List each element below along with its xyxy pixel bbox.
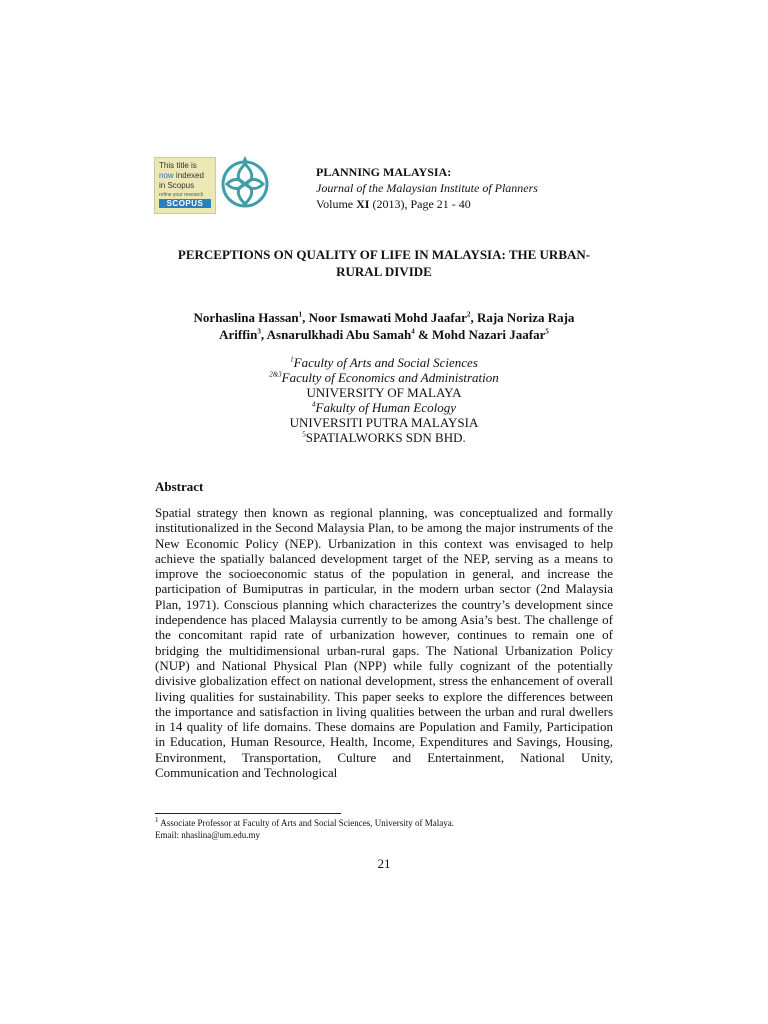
scopus-badge-logo: This title is now indexed in Scopus refine your research SCOPUS xyxy=(154,157,216,214)
page-number: 21 xyxy=(377,856,391,871)
footnote-divider xyxy=(155,813,341,814)
journal-name: PLANNING MALAYSIA: xyxy=(316,165,452,179)
affiliations: $^1$Faculty of Arts and Social Sciences $^{2\&3}$Faculty of Economics and Administration UNIVERSITY OF MALAYA $^4$Fakulty of Human Ecology UNIVERSITI PUTRA MALAYSIA $^5$SPATIALWORKS SDN BHD. xyxy=(269,355,499,445)
footnote: $^1$ Associate Professor at Faculty of Arts and Social Sciences, University of Malaya. Email: nhaslina@um.edu.my xyxy=(155,816,454,840)
abstract-heading: Abstract xyxy=(155,479,204,494)
author-list: Norhaslina Hassan$^1$, Noor Ismawati Mohd Jaafar$^2$, Raja Noriza Raja Ariffin$^3$, Asnarulkhadi Abu Samah$^4$ & Mohd Nazari Jaafar$^5$ xyxy=(193,310,575,342)
institute-logo-icon xyxy=(218,153,272,213)
paper-title: PERCEPTIONS ON QUALITY OF LIFE IN MALAYSIA: THE URBAN- RURAL DIVIDE xyxy=(177,247,591,279)
journal-info xyxy=(316,164,538,212)
abstract-body: Spatial strategy then known as regional planning, was conceptualized and formally institutionalized in the Second Malaysia Plan, to be among the major instruments of the New Economic Policy (NEP). Urbanization in this context was envisaged to help achieve the spatially balanced development target of the NEP, serving as a means to improve the socioeconomic status of the population in general, and increase the participation of Bumiputras in particular, in the modern urban sector (2nd Malaysia Plan, 1971). Conscious planning which characterizes the country’s development since independence has placed Malaysia currently to be among Asia’s best. The challenge of the concomitant rapid rate of urbanization however, continues to remain one of bridging the multidimensional urban-rural gaps. The National Urbanization Policy (NUP) and National Physical Plan (NPP) while fully cognizant of the potentially divisive globalization effect on national development, stress the enhancement of overall living qualities for sustainability. This paper seeks to explore the differences between the importance and satisfaction in living qualities between the urban and rural dwellers in 14 quality of life domains. These domains are Population and Family, Participation in Education, Human Resource, Health, Income, Expenditures and Savings, Housing, Environment, Transportation, Culture and Entertainment, National Unity, Communication and Technological xyxy=(155,505,613,781)
journal-volume: Volume XI (2013), Page 21 - 40 xyxy=(316,197,471,211)
journal-subtitle: Journal of the Malaysian Institute of Planners xyxy=(316,181,538,195)
